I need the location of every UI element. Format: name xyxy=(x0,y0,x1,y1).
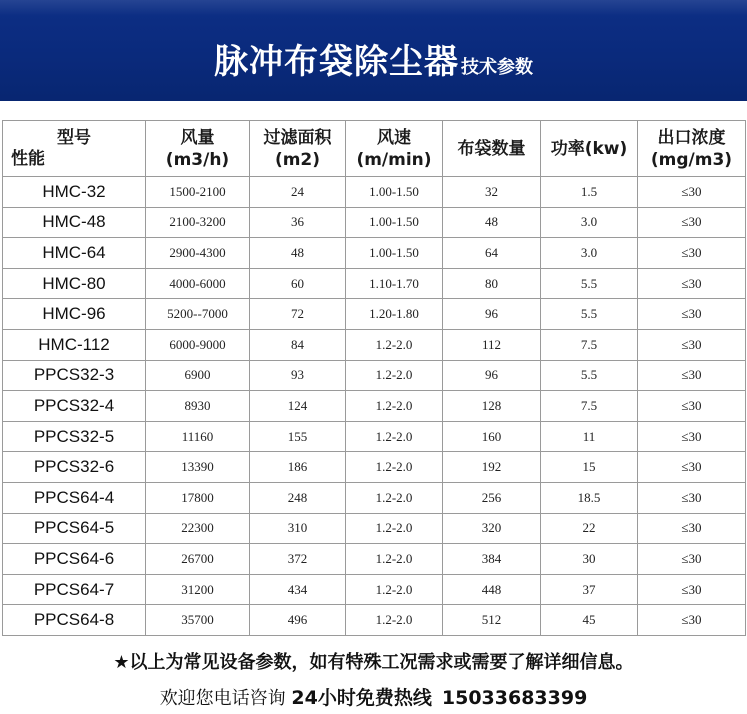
outlet-concentration-cell: ≤30 xyxy=(638,421,746,452)
outlet-concentration-cell: ≤30 xyxy=(638,207,746,238)
outlet-concentration-cell: ≤30 xyxy=(638,605,746,636)
filter-area-cell: 93 xyxy=(250,360,346,391)
airflow-cell: 6000-9000 xyxy=(146,329,250,360)
power-cell: 37 xyxy=(541,574,638,605)
model-cell: PPCS64-6 xyxy=(3,544,146,575)
bag-count-cell: 64 xyxy=(443,238,541,269)
power-cell: 45 xyxy=(541,605,638,636)
bag-count-cell: 384 xyxy=(443,544,541,575)
table-row xyxy=(3,452,746,483)
wind-speed-cell: 1.00-1.50 xyxy=(346,238,443,269)
table-row xyxy=(3,513,746,544)
bag-count-cell: 80 xyxy=(443,268,541,299)
model-cell: PPCS32-6 xyxy=(3,452,146,483)
header-airflow: 风量 (m3/h) xyxy=(146,121,250,177)
wind-speed-cell: 1.2-2.0 xyxy=(346,329,443,360)
airflow-cell: 8930 xyxy=(146,391,250,422)
airflow-cell: 5200--7000 xyxy=(146,299,250,330)
model-cell: PPCS64-4 xyxy=(3,482,146,513)
model-cell: PPCS64-5 xyxy=(3,513,146,544)
outlet-concentration-cell: ≤30 xyxy=(638,513,746,544)
airflow-cell: 22300 xyxy=(146,513,250,544)
wind-speed-cell: 1.2-2.0 xyxy=(346,421,443,452)
airflow-cell: 2900-4300 xyxy=(146,238,250,269)
airflow-cell: 1500-2100 xyxy=(146,177,250,208)
header-outlet-concentration: 出口浓度 (mg/m3) xyxy=(638,121,746,177)
model-cell: HMC-64 xyxy=(3,238,146,269)
wind-speed-cell: 1.2-2.0 xyxy=(346,482,443,513)
model-cell: PPCS64-8 xyxy=(3,605,146,636)
power-cell: 3.0 xyxy=(541,207,638,238)
hotline-label: 24小时免费热线 xyxy=(291,687,432,709)
model-cell: HMC-80 xyxy=(3,268,146,299)
power-cell: 15 xyxy=(541,452,638,483)
filter-area-cell: 60 xyxy=(250,268,346,299)
outlet-concentration-cell: ≤30 xyxy=(638,177,746,208)
power-cell: 22 xyxy=(541,513,638,544)
power-cell: 18.5 xyxy=(541,482,638,513)
table-row xyxy=(3,360,746,391)
power-cell: 11 xyxy=(541,421,638,452)
power-cell: 7.5 xyxy=(541,391,638,422)
airflow-cell: 6900 xyxy=(146,360,250,391)
power-cell: 3.0 xyxy=(541,238,638,269)
model-cell: PPCS32-5 xyxy=(3,421,146,452)
corner-performance-label: 性能 xyxy=(11,149,45,169)
airflow-cell: 17800 xyxy=(146,482,250,513)
filter-area-cell: 310 xyxy=(250,513,346,544)
filter-area-cell: 84 xyxy=(250,329,346,360)
bag-count-cell: 448 xyxy=(443,574,541,605)
header-filter-area: 过滤面积 (m2) xyxy=(250,121,346,177)
page-title xyxy=(0,34,747,83)
airflow-cell: 35700 xyxy=(146,605,250,636)
outlet-concentration-cell: ≤30 xyxy=(638,299,746,330)
bag-count-cell: 320 xyxy=(443,513,541,544)
model-cell: HMC-112 xyxy=(3,329,146,360)
power-cell: 30 xyxy=(541,544,638,575)
airflow-cell: 26700 xyxy=(146,544,250,575)
filter-area-cell: 186 xyxy=(250,452,346,483)
header-wind-speed: 风速 (m/min) xyxy=(346,121,443,177)
airflow-cell: 11160 xyxy=(146,421,250,452)
wind-speed-cell: 1.00-1.50 xyxy=(346,177,443,208)
bag-count-cell: 192 xyxy=(443,452,541,483)
bag-count-cell: 160 xyxy=(443,421,541,452)
outlet-concentration-cell: ≤30 xyxy=(638,329,746,360)
header-power: 功率(kw) xyxy=(541,121,638,177)
model-cell: HMC-48 xyxy=(3,207,146,238)
airflow-cell: 31200 xyxy=(146,574,250,605)
airflow-cell: 2100-3200 xyxy=(146,207,250,238)
table-row xyxy=(3,299,746,330)
table-row xyxy=(3,207,746,238)
bag-count-cell: 96 xyxy=(443,299,541,330)
wind-speed-cell: 1.2-2.0 xyxy=(346,544,443,575)
filter-area-cell: 24 xyxy=(250,177,346,208)
title-banner xyxy=(0,0,747,101)
wind-speed-cell: 1.2-2.0 xyxy=(346,452,443,483)
parameters-table xyxy=(2,120,746,636)
wind-speed-cell: 1.2-2.0 xyxy=(346,605,443,636)
footer-contact xyxy=(0,683,747,710)
filter-area-cell: 48 xyxy=(250,238,346,269)
model-cell: PPCS32-3 xyxy=(3,360,146,391)
filter-area-cell: 434 xyxy=(250,574,346,605)
wind-speed-cell: 1.10-1.70 xyxy=(346,268,443,299)
power-cell: 5.5 xyxy=(541,299,638,330)
corner-model-label: 型号 xyxy=(57,128,91,148)
wind-speed-cell: 1.2-2.0 xyxy=(346,391,443,422)
bag-count-cell: 48 xyxy=(443,207,541,238)
bag-count-cell: 32 xyxy=(443,177,541,208)
outlet-concentration-cell: ≤30 xyxy=(638,544,746,575)
power-cell: 7.5 xyxy=(541,329,638,360)
filter-area-cell: 496 xyxy=(250,605,346,636)
outlet-concentration-cell: ≤30 xyxy=(638,268,746,299)
title-main: 脉冲布袋除尘器 xyxy=(214,42,459,82)
footer-note: ★以上为常见设备参数，如有特殊工况需求或需要了解详细信息。 xyxy=(113,652,634,673)
contact-prefix: 欢迎您电话咨询 xyxy=(159,688,286,709)
phone-number: 15033683399 xyxy=(441,687,588,709)
outlet-concentration-cell: ≤30 xyxy=(638,574,746,605)
model-cell: PPCS64-7 xyxy=(3,574,146,605)
outlet-concentration-cell: ≤30 xyxy=(638,238,746,269)
power-cell: 5.5 xyxy=(541,360,638,391)
filter-area-cell: 248 xyxy=(250,482,346,513)
airflow-cell: 13390 xyxy=(146,452,250,483)
filter-area-cell: 372 xyxy=(250,544,346,575)
filter-area-cell: 72 xyxy=(250,299,346,330)
wind-speed-cell: 1.2-2.0 xyxy=(346,360,443,391)
table-row xyxy=(3,482,746,513)
outlet-concentration-cell: ≤30 xyxy=(638,391,746,422)
outlet-concentration-cell: ≤30 xyxy=(638,452,746,483)
outlet-concentration-cell: ≤30 xyxy=(638,360,746,391)
model-cell: HMC-32 xyxy=(3,177,146,208)
outlet-concentration-cell: ≤30 xyxy=(638,482,746,513)
table-header-row xyxy=(3,121,746,177)
wind-speed-cell: 1.2-2.0 xyxy=(346,574,443,605)
model-cell: PPCS32-4 xyxy=(3,391,146,422)
filter-area-cell: 36 xyxy=(250,207,346,238)
table-row xyxy=(3,574,746,605)
bag-count-cell: 96 xyxy=(443,360,541,391)
table-row xyxy=(3,605,746,636)
table-row xyxy=(3,268,746,299)
table-row xyxy=(3,238,746,269)
bag-count-cell: 256 xyxy=(443,482,541,513)
wind-speed-cell: 1.2-2.0 xyxy=(346,513,443,544)
table-row xyxy=(3,329,746,360)
table-row xyxy=(3,177,746,208)
wind-speed-cell: 1.20-1.80 xyxy=(346,299,443,330)
power-cell: 5.5 xyxy=(541,268,638,299)
table-row xyxy=(3,391,746,422)
banner-gap xyxy=(0,101,747,120)
power-cell: 1.5 xyxy=(541,177,638,208)
filter-area-cell: 124 xyxy=(250,391,346,422)
bag-count-cell: 128 xyxy=(443,391,541,422)
title-sub: 技术参数 xyxy=(461,57,533,78)
filter-area-cell: 155 xyxy=(250,421,346,452)
airflow-cell: 4000-6000 xyxy=(146,268,250,299)
bag-count-cell: 112 xyxy=(443,329,541,360)
table-row xyxy=(3,544,746,575)
wind-speed-cell: 1.00-1.50 xyxy=(346,207,443,238)
model-cell: HMC-96 xyxy=(3,299,146,330)
bag-count-cell: 512 xyxy=(443,605,541,636)
header-bag-count: 布袋数量 xyxy=(443,121,541,177)
table-row xyxy=(3,421,746,452)
corner-header-cell xyxy=(3,121,146,177)
